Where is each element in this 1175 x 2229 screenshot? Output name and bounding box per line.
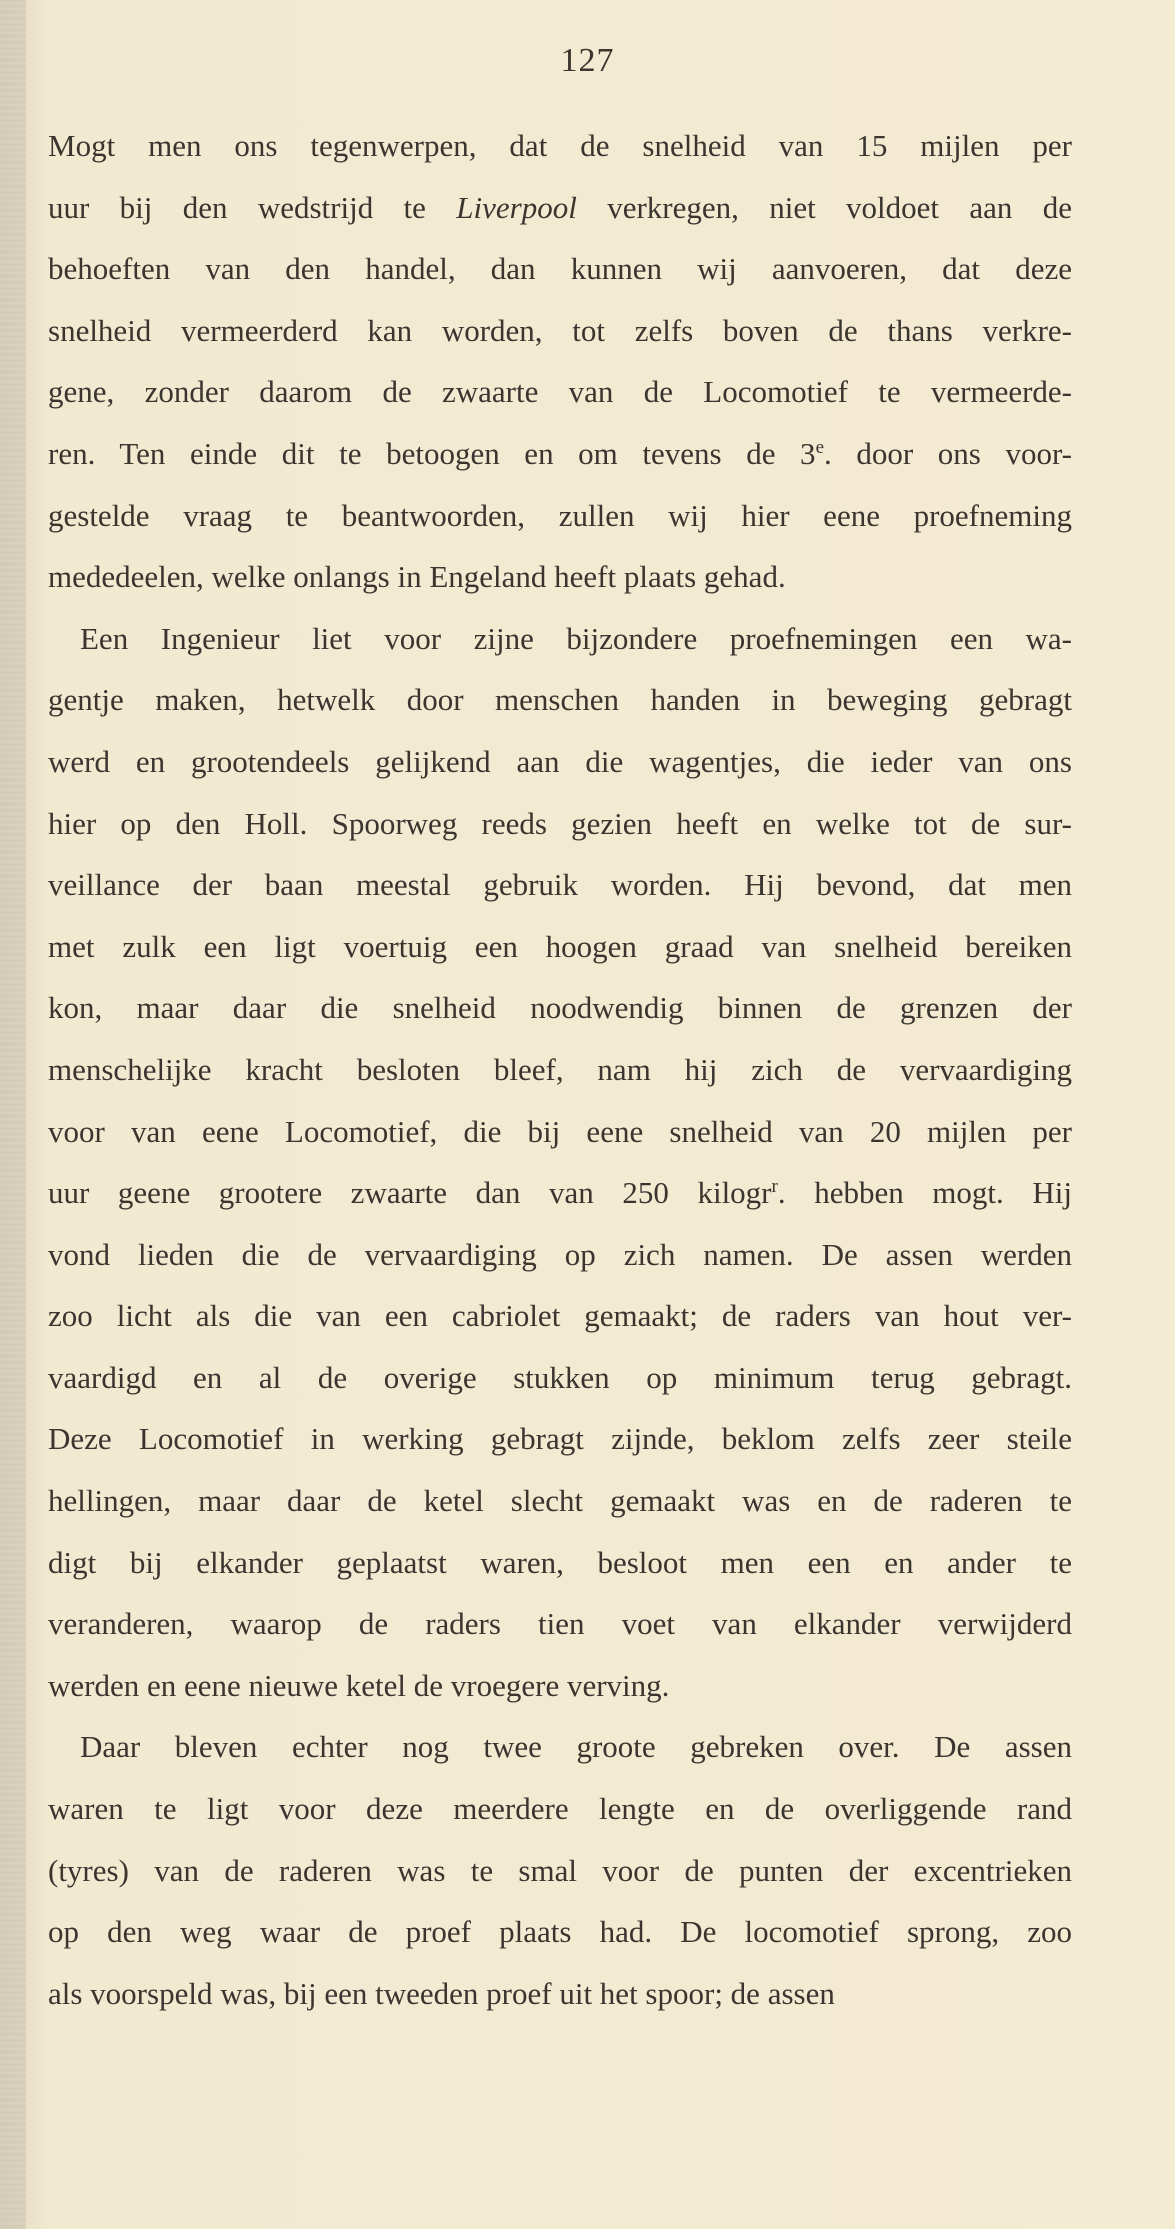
text-segment: met zulk een ligt voertuig een hoogen graad van snelheid bereiken (48, 928, 1072, 964)
text-segment: gene, zonder daarom de zwaarte van de Locomotief te vermeerde- (48, 374, 1072, 410)
text-line (48, 1470, 1072, 1532)
text-line (48, 485, 1072, 547)
text-segment: waren te ligt voor deze meerdere lengte en de overliggende rand (48, 1791, 1072, 1827)
italic-place-name: Liverpool (456, 189, 577, 225)
text-segment: gestelde vraag te beantwoorden, zullen wij hier eene proefneming (48, 497, 1072, 533)
text-segment: als voorspeld was, bij een tweeden proef uit het spoor; de assen (48, 1975, 835, 2011)
text-line (48, 1347, 1072, 1409)
text-line (48, 115, 1072, 177)
text-segment: . hebben mogt. Hij (777, 1175, 1072, 1211)
text-line (48, 1593, 1072, 1655)
text-segment: verkregen, niet voldoet aan de (576, 189, 1072, 225)
text-line (48, 1101, 1072, 1163)
text-segment: zoo licht als die van een cabriolet gemaakt; de raders van hout ver- (48, 1298, 1072, 1334)
text-line (48, 608, 1072, 670)
text-line (48, 793, 1072, 855)
text-line (48, 731, 1072, 793)
text-line (48, 854, 1072, 916)
text-segment: Een Ingenieur liet voor zijne bijzondere proefnemingen een wa- (80, 620, 1072, 656)
text-segment: werd en grootendeels gelijkend aan die wagentjes, die ieder van ons (48, 743, 1072, 779)
text-line (48, 1532, 1072, 1594)
page-number: 127 (560, 42, 615, 79)
text-line (48, 546, 1072, 608)
text-segment: ren. Ten einde dit te betoogen en om tevens de 3 (48, 435, 816, 471)
superscript: r (771, 1176, 778, 1198)
paragraph (48, 115, 1072, 608)
text-segment: veranderen, waarop de raders tien voet van elkander verwijderd (48, 1606, 1072, 1642)
text-segment: vaardigd en al de overige stukken op minimum terug gebragt. (48, 1359, 1072, 1395)
text-segment: werden en eene nieuwe ketel de vroegere verving. (48, 1667, 670, 1703)
text-line (48, 238, 1072, 300)
text-segment: Deze Locomotief in werking gebragt zijnde, beklom zelfs zeer steile (48, 1421, 1072, 1457)
body-text (48, 115, 1072, 2024)
text-segment: kon, maar daar die snelheid noodwendig binnen de grenzen der (48, 990, 1072, 1026)
text-segment: voor van eene Locomotief, die bij eene snelheid van 20 mijlen per (48, 1113, 1072, 1149)
text-line (48, 177, 1072, 239)
text-line (48, 1285, 1072, 1347)
text-line (48, 300, 1072, 362)
text-segment: Daar bleven echter nog twee groote gebreken over. De assen (80, 1729, 1072, 1765)
text-line (48, 1840, 1072, 1902)
text-segment: behoeften van den handel, dan kunnen wij aanvoeren, dat deze (48, 251, 1072, 287)
text-segment: vond lieden die de vervaardiging op zich namen. De assen werden (48, 1236, 1072, 1272)
text-segment: (tyres) van de raderen was te smal voor de punten der excentrieken (48, 1852, 1072, 1888)
text-line (48, 1039, 1072, 1101)
text-line (48, 361, 1072, 423)
text-line (48, 1162, 1072, 1224)
text-segment: menschelijke kracht besloten bleef, nam hij zich de vervaardiging (48, 1051, 1072, 1087)
page-spine-shadow (0, 0, 26, 2229)
paragraph (48, 1716, 1072, 2024)
text-line (48, 1655, 1072, 1717)
text-segment: snelheid vermeerderd kan worden, tot zelfs boven de thans verkre- (48, 312, 1072, 348)
text-segment: . door ons voor- (824, 435, 1072, 471)
text-line (48, 977, 1072, 1039)
paragraph (48, 608, 1072, 1717)
text-line (48, 1408, 1072, 1470)
text-line (48, 1224, 1072, 1286)
text-segment: gentje maken, hetwelk door menschen handen in beweging gebragt (48, 682, 1072, 718)
text-line (48, 1716, 1072, 1778)
text-segment: veillance der baan meestal gebruik worden. Hij bevond, dat men (48, 867, 1072, 903)
text-line (48, 669, 1072, 731)
text-segment: hellingen, maar daar de ketel slecht gemaakt was en de raderen te (48, 1483, 1072, 1519)
text-line (48, 916, 1072, 978)
text-line (48, 423, 1072, 485)
text-segment: uur geene grootere zwaarte dan van 250 kilogr (48, 1175, 772, 1211)
text-segment: op den weg waar de proef plaats had. De locomotief sprong, zoo (48, 1914, 1072, 1950)
text-segment: Mogt men ons tegenwerpen, dat de snelheid van 15 mijlen per (48, 128, 1072, 163)
text-segment: digt bij elkander geplaatst waren, besloot men een en ander te (48, 1544, 1072, 1580)
text-line (48, 1963, 1072, 2025)
text-segment: mededeelen, welke onlangs in Engeland heeft plaats gehad. (48, 559, 786, 595)
text-segment: hier op den Holl. Spoorweg reeds gezien heeft en welke tot de sur- (48, 805, 1072, 841)
text-segment: uur bij den wedstrijd te (48, 189, 457, 225)
superscript: e (815, 436, 824, 458)
text-line (48, 1901, 1072, 1963)
text-line (48, 1778, 1072, 1840)
